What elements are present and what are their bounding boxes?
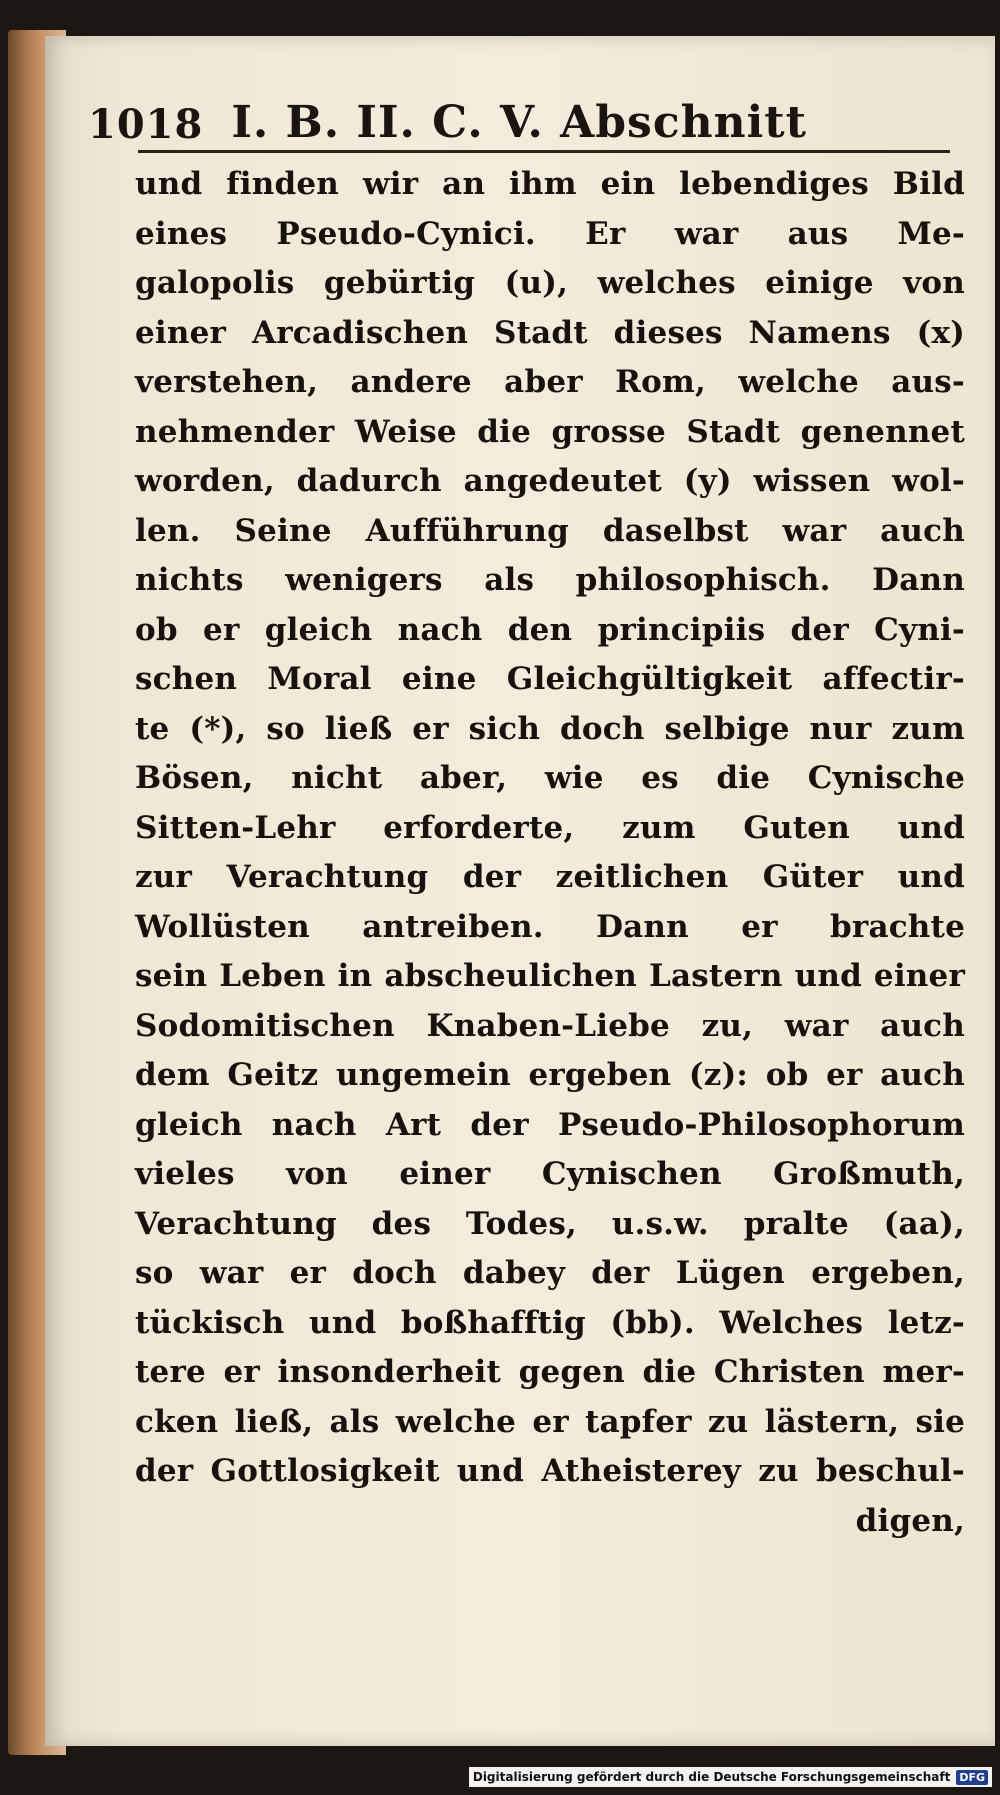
text-line: Verachtung des Todes, u.s.w. pralte (aa), [135, 1205, 965, 1242]
header-rule [138, 150, 950, 153]
text-line: Wollüsten antreiben. Dann er brachte [135, 908, 965, 945]
text-line: der Gottlosigkeit und Atheisterey zu beschul- [135, 1453, 965, 1489]
text-line: len. Seine Aufführung daselbst war auch [135, 512, 965, 549]
text-line: cken ließ, als welche er tapfer zu lästern, sie [135, 1403, 965, 1440]
body-text [135, 160, 965, 1546]
text-line: Bösen, nicht aber, wie es die Cynische [135, 760, 965, 796]
text-line: te (*), so ließ er sich doch selbige nur zum [135, 710, 965, 747]
text-line: galopolis gebürtig (u), welches einige von [135, 265, 965, 301]
text-line: dem Geitz ungemein ergeben (z): ob er auch [135, 1057, 965, 1093]
page-header [88, 78, 948, 148]
footer-credit: Digitalisierung gefördert durch die Deutsche Forschungsgemeinschaft [472, 1770, 951, 1784]
text-line: tere er insonderheit gegen die Christen mer- [135, 1354, 965, 1390]
text-line: Sodomitischen Knaben-Liebe zu, war auch [135, 1007, 965, 1044]
text-line: ob er gleich nach den principiis der Cyni- [135, 611, 965, 648]
text-line: Sitten-Lehr erforderte, zum Guten und [135, 809, 965, 846]
text-line: und finden wir an ihm ein lebendiges Bild [135, 166, 965, 202]
text-line: verstehen, andere aber Rom, welche aus- [135, 364, 965, 400]
page-number: 1018 [88, 101, 204, 148]
text-line: schen Moral eine Gleichgültigkeit affectir- [135, 661, 965, 697]
text-line: so war er doch dabey der Lügen ergeben, [135, 1255, 965, 1291]
text-line: nehmender Weise die grosse Stadt genennet [135, 413, 965, 450]
text-line: worden, dadurch angedeutet (y) wissen wol- [135, 463, 965, 499]
text-line-catchword: digen, [855, 1502, 965, 1539]
text-line: gleich nach Art der Pseudo-Philosophorum [135, 1106, 965, 1143]
text-line: eines Pseudo-Cynici. Er war aus Me- [135, 215, 965, 252]
text-line: sein Leben in abscheulichen Lastern und einer [135, 958, 965, 994]
dfg-logo-icon: DFG [956, 1770, 988, 1785]
text-line: nichts wenigers als philosophisch. Dann [135, 562, 965, 598]
digitization-footer [469, 1767, 992, 1787]
text-line: vieles von einer Cynischen Großmuth, [135, 1156, 965, 1192]
text-line: zur Verachtung der zeitlichen Güter und [135, 859, 965, 895]
running-head: I. B. II. C. V. Abschnitt [231, 97, 807, 148]
text-line: einer Arcadischen Stadt dieses Namens (x) [135, 314, 965, 351]
text-line: tückisch und boßhafftig (bb). Welches letz- [135, 1304, 965, 1341]
